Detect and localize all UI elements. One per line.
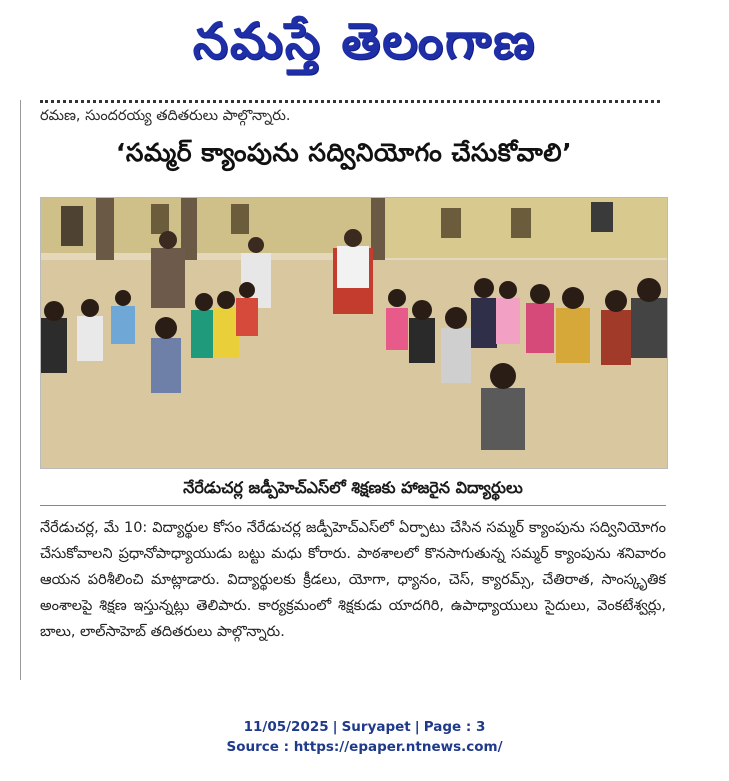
column-rule — [20, 100, 21, 680]
source-link[interactable]: Source : https://epaper.ntnews.com/ — [226, 739, 503, 755]
tree-trunk — [371, 198, 385, 260]
window — [441, 208, 461, 238]
adult-head — [159, 231, 177, 249]
edition-date: 11/05/2025 — [243, 719, 329, 735]
article-paragraph: నేరేడుచర్ల, మే 10: విద్యార్థుల కోసం నేరేడుచర్ల జడ్పీహెచ్ఎస్‌లో ఏర్పాటు చేసిన సమ్మర్ క్యాంపును సద్వినియోగం చేసుకోవాలని ప్రధానోపాధ్యాయుడు బట్టు మధు కోరారు. పాఠశాలలో కొనసాగుతున్న సమ్మర్ క్యాంపును శనివారం ఆయన పరిశీలించి మాట్లాడారు. విద్యార్థులకు క్రీడలు, యోగా, ధ్యానం, చెస్, క్యారమ్స్, చేతిరాత, సాంస్కృతిక అంశాలపై శిక్షణ ఇస్తున్నట్లు తెలిపారు. కార్యక్రమంలో శిక్షకుడు యాదగిరి, ఉపాధ్యాయులు సైదులు, వెంకటేశ్వర్లు, బాలు, లాల్‌సాహెబ్ తదితరులు పాల్గొన్నారు. — [40, 520, 666, 640]
page-number: Page : 3 — [423, 719, 486, 735]
window — [231, 204, 249, 234]
window — [151, 204, 169, 234]
masthead — [0, 4, 729, 78]
adult-seated — [337, 246, 369, 288]
article-body — [40, 515, 666, 645]
adult-head — [248, 237, 264, 253]
window — [511, 208, 531, 238]
photo-caption: నేరేడుచర్ల జడ్పీహెచ్ఎస్‌లో శిక్షణకు హాజరైన విద్యార్థులు — [183, 478, 523, 497]
door — [61, 206, 83, 246]
adult-seated — [151, 248, 185, 308]
adult-head — [344, 229, 362, 247]
separator: | — [332, 719, 338, 735]
article-photo — [40, 197, 668, 469]
tree-trunk — [96, 198, 114, 268]
photo-illustration — [41, 198, 667, 468]
page-footer — [0, 717, 729, 757]
separator: | — [414, 719, 420, 735]
caption-divider — [40, 505, 666, 506]
previous-article-line: రమణ, సుందరయ్య తదితరులు పాల్గొన్నారు. — [40, 108, 291, 124]
article-headline: ‘సమ్మర్ క్యాంపును సద్వినియోగం చేసుకోవాలి’ — [115, 138, 573, 167]
notice-board — [591, 202, 613, 232]
news-clipping — [20, 100, 668, 690]
newspaper-logo: నమస్తే తెలంగాణ — [192, 11, 537, 70]
footer-meta — [0, 717, 729, 737]
edition-name: Suryapet — [341, 719, 411, 735]
